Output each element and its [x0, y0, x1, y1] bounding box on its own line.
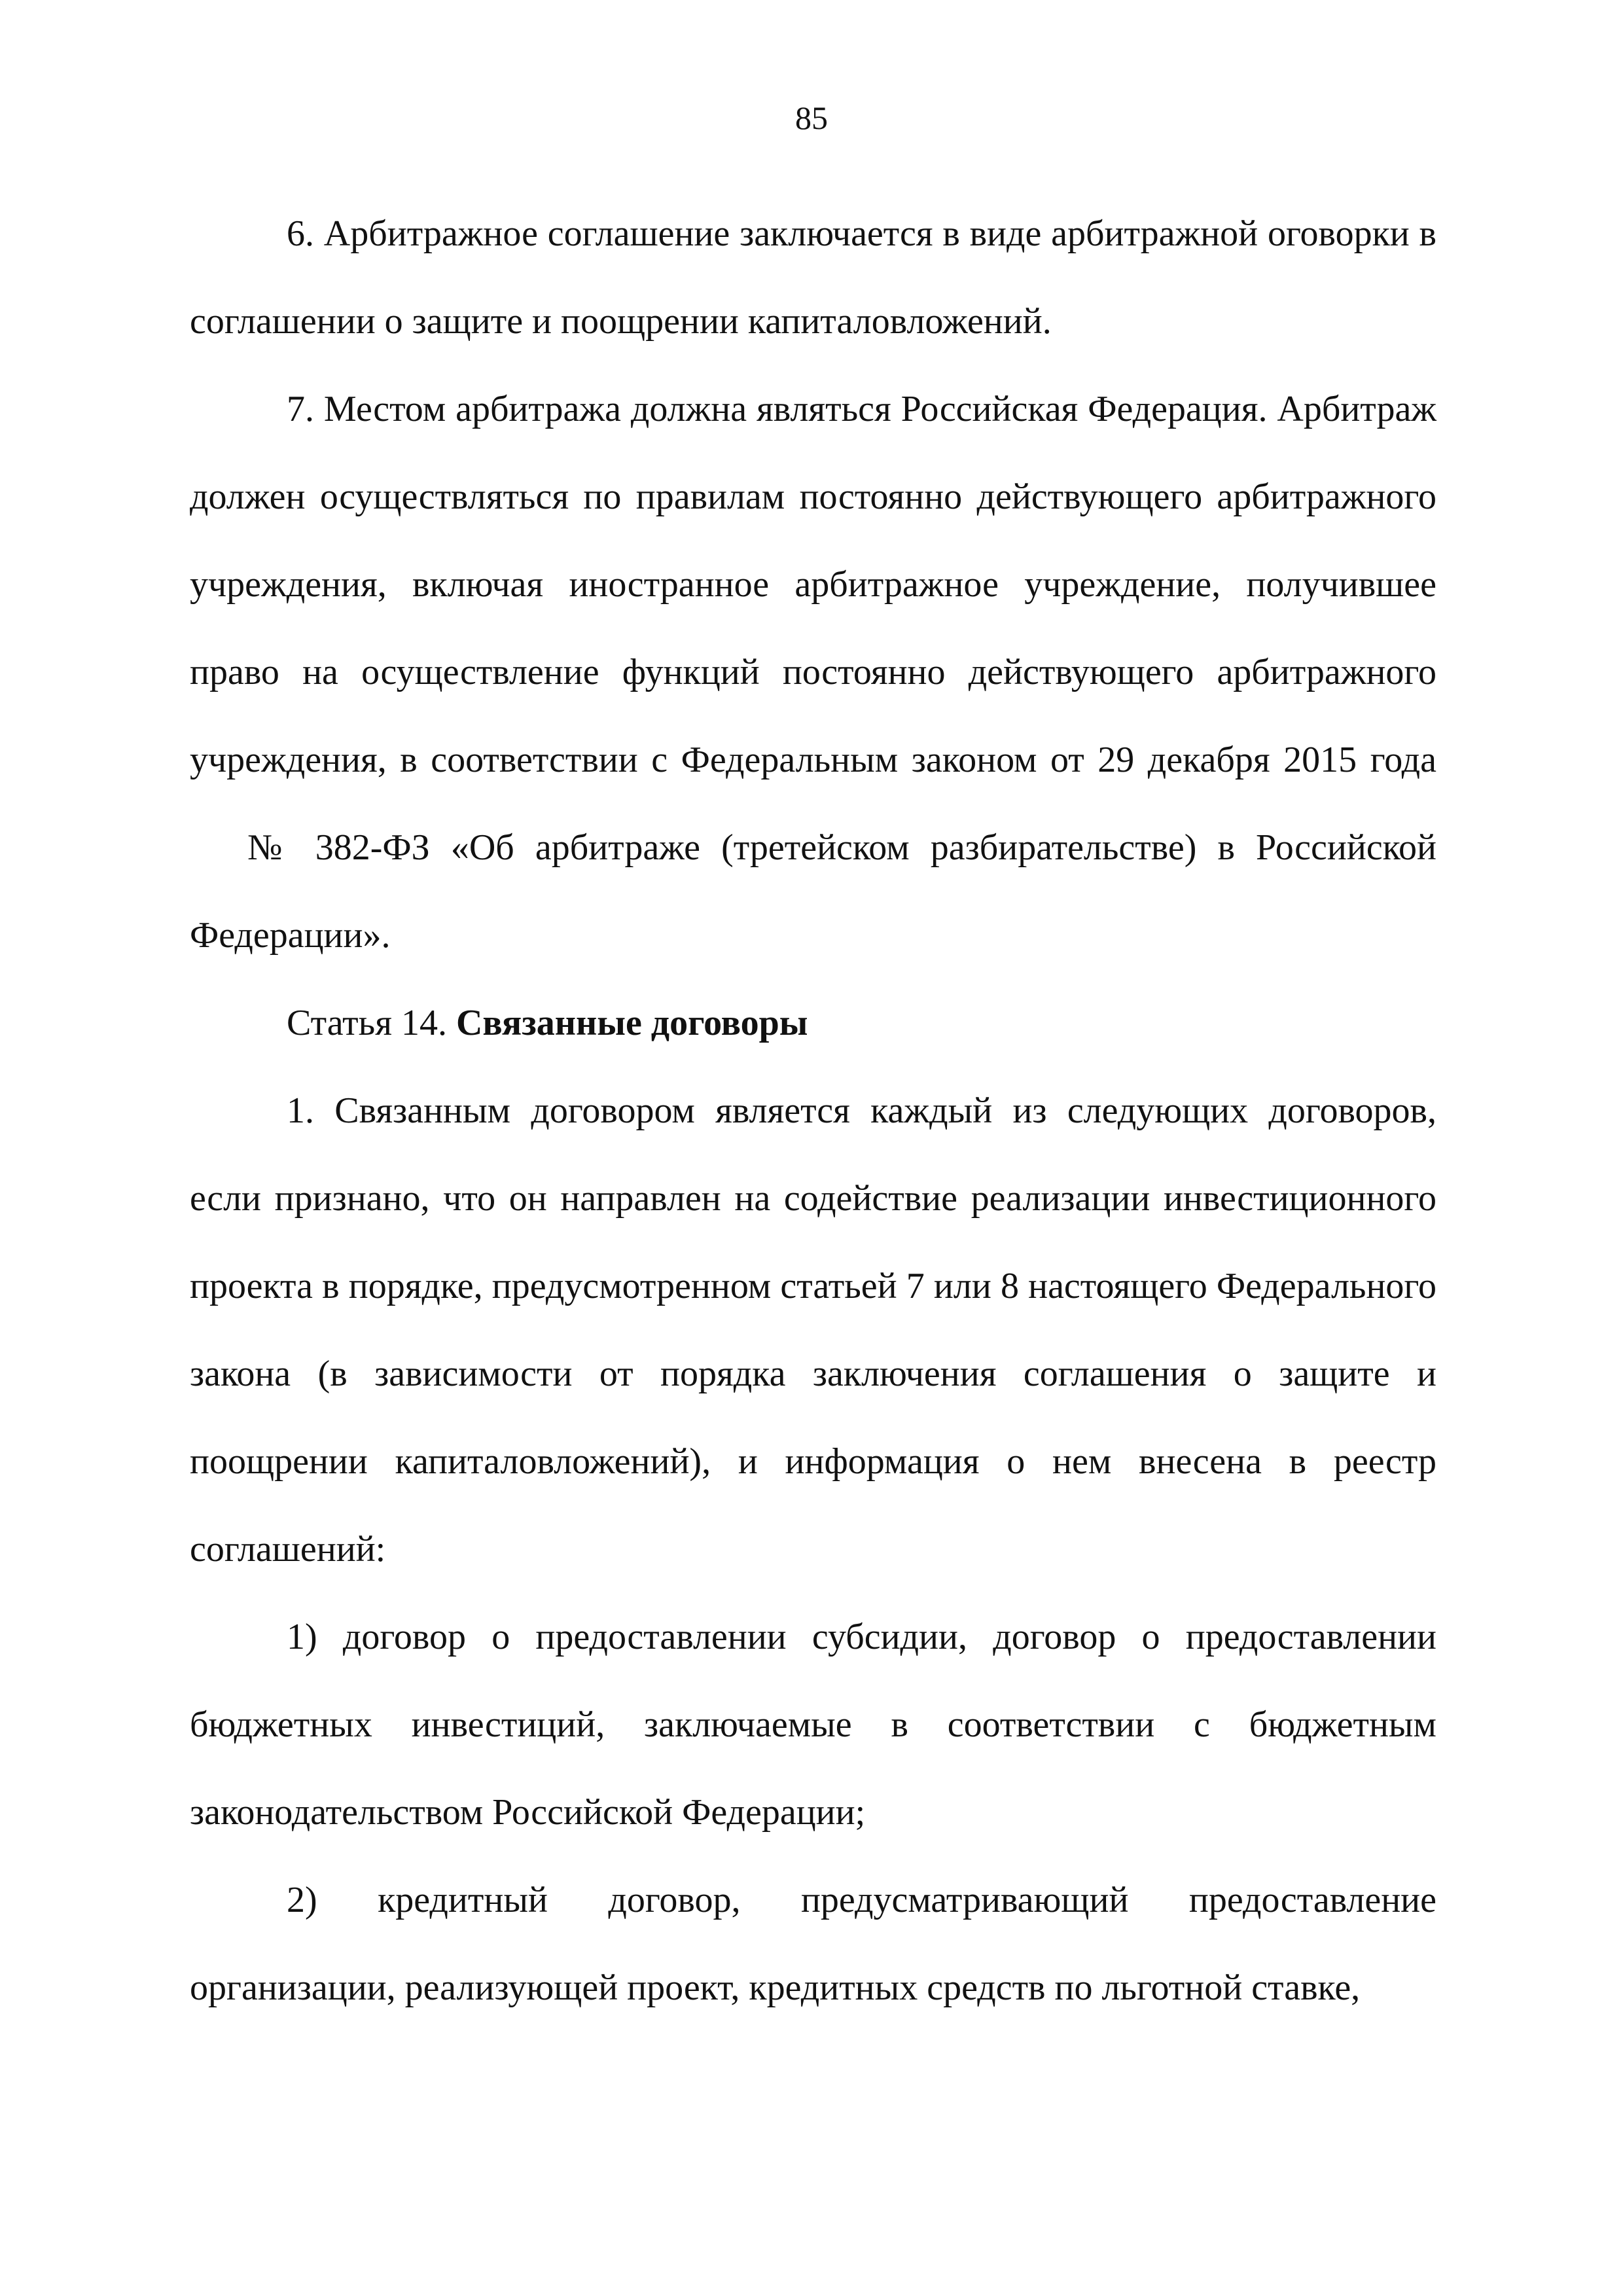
paragraph-article-1: 1. Связанным договором является каждый из следующих договоров, если признано, что он направлен на содействие реализации инвестиционного проекта в порядке, предусмотренном статьей 7 или 8 настоящего Федерального закона (в зависимости от порядка заключения соглашения о защите и поощрении капиталовложений), и информация о нем внесена в реестр соглашений: [190, 1090, 1436, 1570]
paragraph-7-law-reference: № 382-ФЗ «Об арбитраже (третейском разбирательстве) в Российской Федерации». [190, 827, 1436, 956]
list-item-2: 2) кредитный договор, предусматривающий предоставление организации, реализующей проект, кредитных средств по льготной ставке, [190, 1880, 1436, 2008]
article-title: Связанные договоры [455, 1003, 808, 1043]
article-heading [190, 979, 1436, 1067]
paragraph-6: 6. Арбитражное соглашение заключается в виде арбитражной оговорки в соглашении о защите и поощрении капиталовложений. [190, 213, 1436, 342]
document-body [190, 190, 1436, 2032]
paragraph-7 [190, 365, 1436, 979]
article-label: Статья 14. [287, 1003, 447, 1043]
list-item-1: 1) договор о предоставлении субсидии, договор о предоставлении бюджетных инвестиций, заключаемые в соответствии с бюджетным законодательством Российской Федерации; [190, 1617, 1436, 1833]
page-number: 85 [795, 99, 828, 136]
paragraph-7-text: 7. Местом арбитража должна являться Российская Федерация. Арбитраж должен осуществляться по правилам постоянно действующего арбитражного учреждения, включая иностранное арбитражное учреждение, получившее право на осуществление функций постоянно действующего арбитражного учреждения, в соответствии с Федеральным законом от 29 декабря 2015 года [190, 389, 1436, 780]
